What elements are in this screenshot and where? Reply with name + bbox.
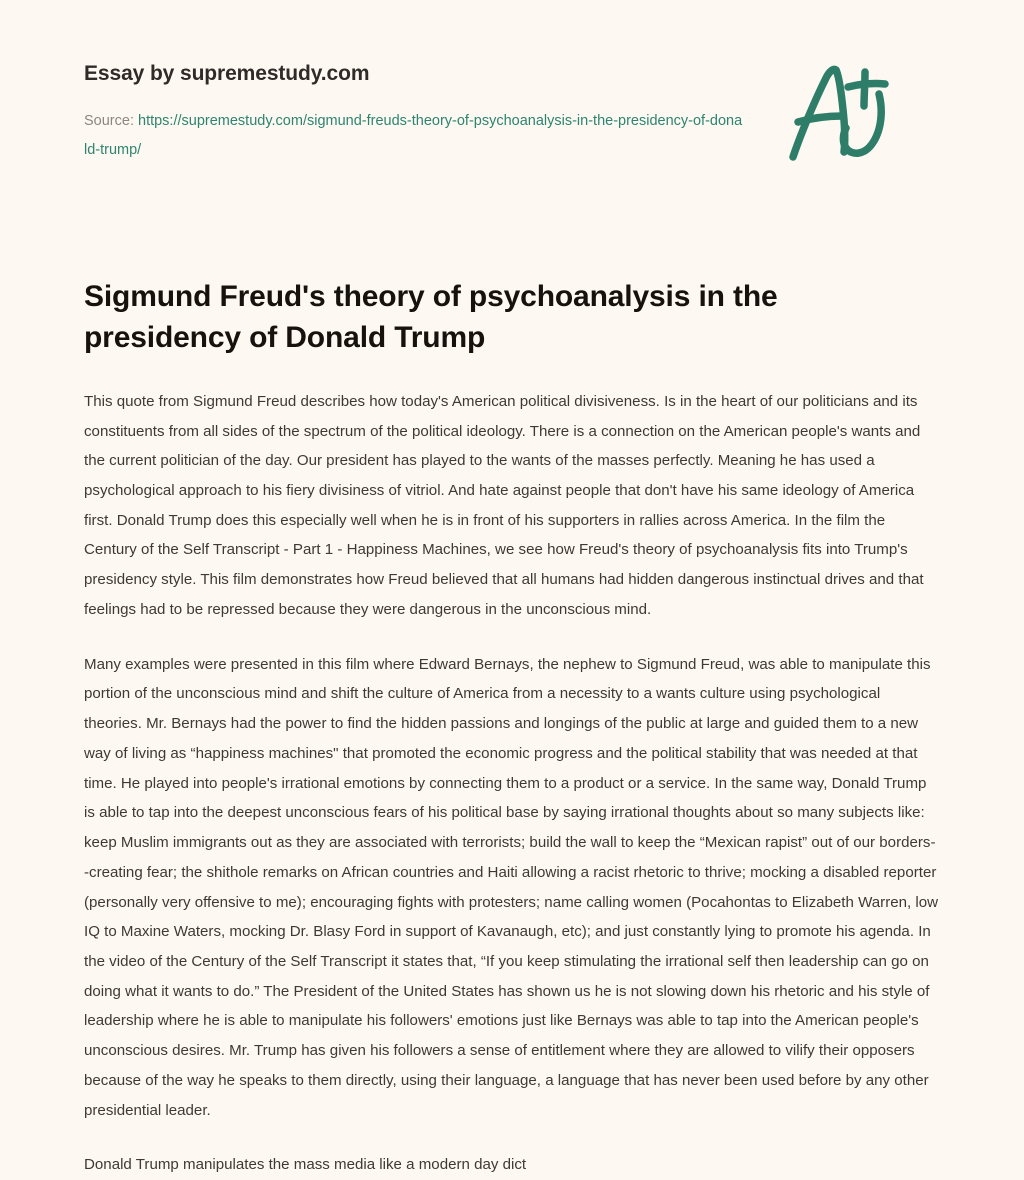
document-body bbox=[84, 359, 940, 1180]
source-line bbox=[84, 107, 744, 164]
document-header bbox=[84, 0, 940, 190]
essay-byline: Essay by supremestudy.com bbox=[84, 62, 370, 85]
source-url-link[interactable]: https://supremestudy.com/sigmund-freuds-theory-of-psychoanalysis-in-the-presidency-of-donald-trump/ bbox=[84, 113, 743, 158]
source-label: Source: bbox=[84, 113, 138, 130]
body-paragraph: Many examples were presented in this film where Edward Bernays, the nephew to Sigmund Freud, was able to manipulate this portion of the unconscious mind and shift the culture of America from a necessity to a wants culture using psychological theories. Mr. Bernays had the power to find the hidden passions and longings of the public at large and guided them to a new way of living as “happiness machines" that promoted the economic progress and the political stability that was needed at that time. He played into people's irrational emotions by connecting them to a product or a service. In the same way, Donald Trump is able to tap into the deepest unconscious fears of his political base by saying irrational thoughts about so many subjects like: keep Muslim immigrants out as they are associated with terrorists; build the wall to keep the “Mexican rapist” out of our borders--creating fear; the shithole remarks on African countries and Haiti allowing a racist rhetoric to thrive; mocking a disabled reporter (personally very offensive to me); encouraging fights with protesters; name calling women (Pocahontas to Elizabeth Warren, low IQ to Maxine Waters, mocking Dr. Blasy Ford in support of Kavanaugh, etc); and just constantly lying to promote his agenda. In the video of the Century of the Self Transcript it states that, “If you keep stimulating the irrational self then leadership can go on doing what it wants to do.” The President of the United States has shown us he is not slowing down his rhetoric and his style of leadership where he is able to manipulate his followers' emotions just like Bernays was able to tap into the American people's unconscious desires. Mr. Trump has given his followers a sense of entitlement where they are allowed to vilify their opposers because of the way he speaks to them directly, using their language, a language that has never been used before by any other presidential leader. bbox=[84, 655, 939, 1119]
page-title: Sigmund Freud's theory of psychoanalysis in the presidency of Donald Trump bbox=[84, 280, 778, 355]
body-paragraph: Donald Trump manipulates the mass media like a modern day dict bbox=[84, 1156, 527, 1174]
body-paragraph: This quote from Sigmund Freud describes how today's American political divisiveness. Is in the heart of our politicians and its constituents from all sides of the spectrum of the political ideology. There is a connection on the American people's wants and the current politician of the day. Our president has played to the wants of the masses perfectly. Meaning he has used a psychological approach to his fiery divisiness of vitriol. And hate against people that don't have his same ideology of America first. Donald Trump does this especially well when he is in front of his supporters in rallies across America. In the film the Century of the Self Transcript - Part 1 - Happiness Machines, we see how Freud's theory of psychoanalysis fits into Trump's presidency style. This film demonstrates how Freud believed that all humans had hidden dangerous instinctual drives and that feelings had to be repressed because they were dangerous in the unconscious mind. bbox=[84, 392, 924, 618]
a-plus-logo bbox=[782, 56, 902, 164]
a-plus-logo-icon bbox=[782, 56, 902, 164]
